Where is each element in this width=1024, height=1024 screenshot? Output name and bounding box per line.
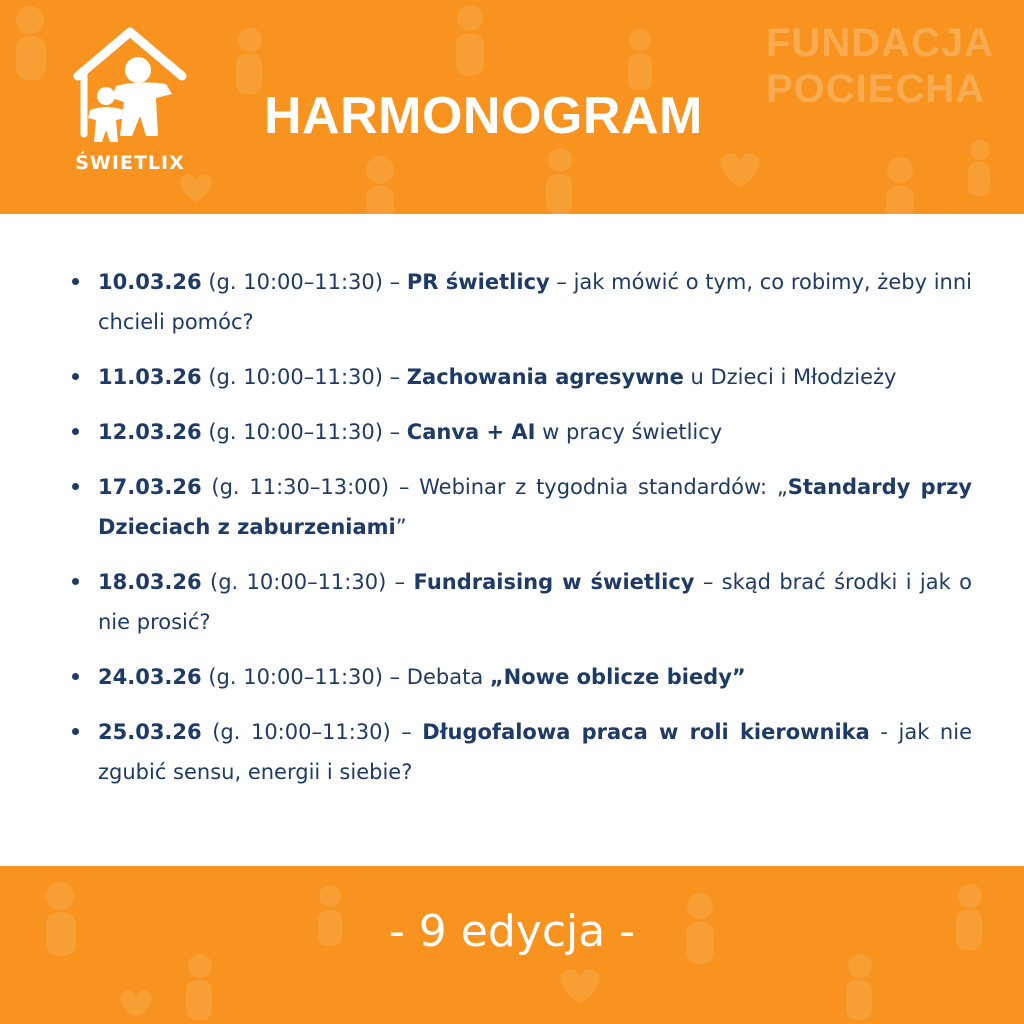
item-time: (g. 10:00–11:30) xyxy=(208,420,383,444)
item-date: 10.03.26 xyxy=(98,270,202,294)
item-date: 12.03.26 xyxy=(98,420,202,444)
item-date: 17.03.26 xyxy=(98,475,202,499)
item-separator: – xyxy=(382,270,407,294)
item-separator: – xyxy=(382,420,407,444)
house-with-kids-logo-icon xyxy=(68,24,192,154)
item-post-text: ” xyxy=(395,515,407,539)
schedule-item xyxy=(72,467,972,547)
bullet-icon xyxy=(72,673,79,680)
item-separator: – xyxy=(382,665,407,689)
item-time: (g. 10:00–11:30) xyxy=(208,365,383,389)
item-post-text: w pracy świetlicy xyxy=(535,420,723,444)
item-topic: Zachowania agresywne xyxy=(406,365,684,389)
item-post-text: u Dzieci i Młodzieży xyxy=(683,365,897,389)
item-separator: – xyxy=(389,475,420,499)
swietlix-logo xyxy=(68,24,192,174)
schedule-list xyxy=(72,262,972,807)
item-post-text: – jak mówić o tym, co robimy, żeby inni chcieli pomóc? xyxy=(98,270,972,334)
item-topic: „Nowe oblicze biedy” xyxy=(489,665,746,689)
item-time: (g. 10:00–11:30) xyxy=(208,665,383,689)
item-topic: PR świetlicy xyxy=(406,270,550,294)
edition-label: - 9 edycja - xyxy=(388,906,636,957)
item-separator: – xyxy=(382,365,407,389)
item-time: (g. 10:00–11:30) xyxy=(210,570,387,594)
header-band xyxy=(0,0,1024,214)
schedule-item xyxy=(72,562,972,642)
item-date: 11.03.26 xyxy=(98,365,202,389)
item-time: (g. 10:00–11:30) xyxy=(212,720,391,744)
schedule-item xyxy=(72,712,972,792)
page-title: HARMONOGRAM xyxy=(264,87,703,145)
foundation-watermark xyxy=(766,20,994,112)
item-date: 24.03.26 xyxy=(98,665,202,689)
item-pre-text: Webinar z tygodnia standardów: „ xyxy=(419,475,788,499)
schedule-item xyxy=(72,657,972,697)
bullet-icon xyxy=(72,278,79,285)
foundation-line-1: FUNDACJA xyxy=(766,21,994,65)
item-separator: – xyxy=(390,720,423,744)
item-time: (g. 11:30–13:00) xyxy=(211,475,390,499)
logo-wordmark: ŚWIETLIX xyxy=(75,152,185,174)
item-date: 18.03.26 xyxy=(98,570,202,594)
schedule-item xyxy=(72,412,972,452)
item-topic: Standardy przy Dzieciach z zaburzeniami xyxy=(98,475,972,539)
foundation-line-2: POCIECHA xyxy=(766,67,986,111)
bullet-icon xyxy=(72,578,79,585)
bullet-icon xyxy=(72,428,79,435)
item-topic: Fundraising w świetlicy xyxy=(413,570,695,594)
item-time: (g. 10:00–11:30) xyxy=(208,270,383,294)
schedule-item xyxy=(72,357,972,397)
item-post-text: – skąd brać środki i jak o nie prosić? xyxy=(98,570,972,634)
item-pre-text: Debata xyxy=(406,665,490,689)
item-date: 25.03.26 xyxy=(98,720,202,744)
item-separator: – xyxy=(386,570,414,594)
bullet-icon xyxy=(72,373,79,380)
bullet-icon xyxy=(72,728,79,735)
schedule-item xyxy=(72,262,972,342)
item-post-text: - jak nie zgubić sensu, energii i siebie? xyxy=(98,720,972,784)
item-topic: Canva + AI xyxy=(406,420,536,444)
item-topic: Długofalowa praca w roli kierownika xyxy=(422,720,870,744)
bullet-icon xyxy=(72,483,79,490)
